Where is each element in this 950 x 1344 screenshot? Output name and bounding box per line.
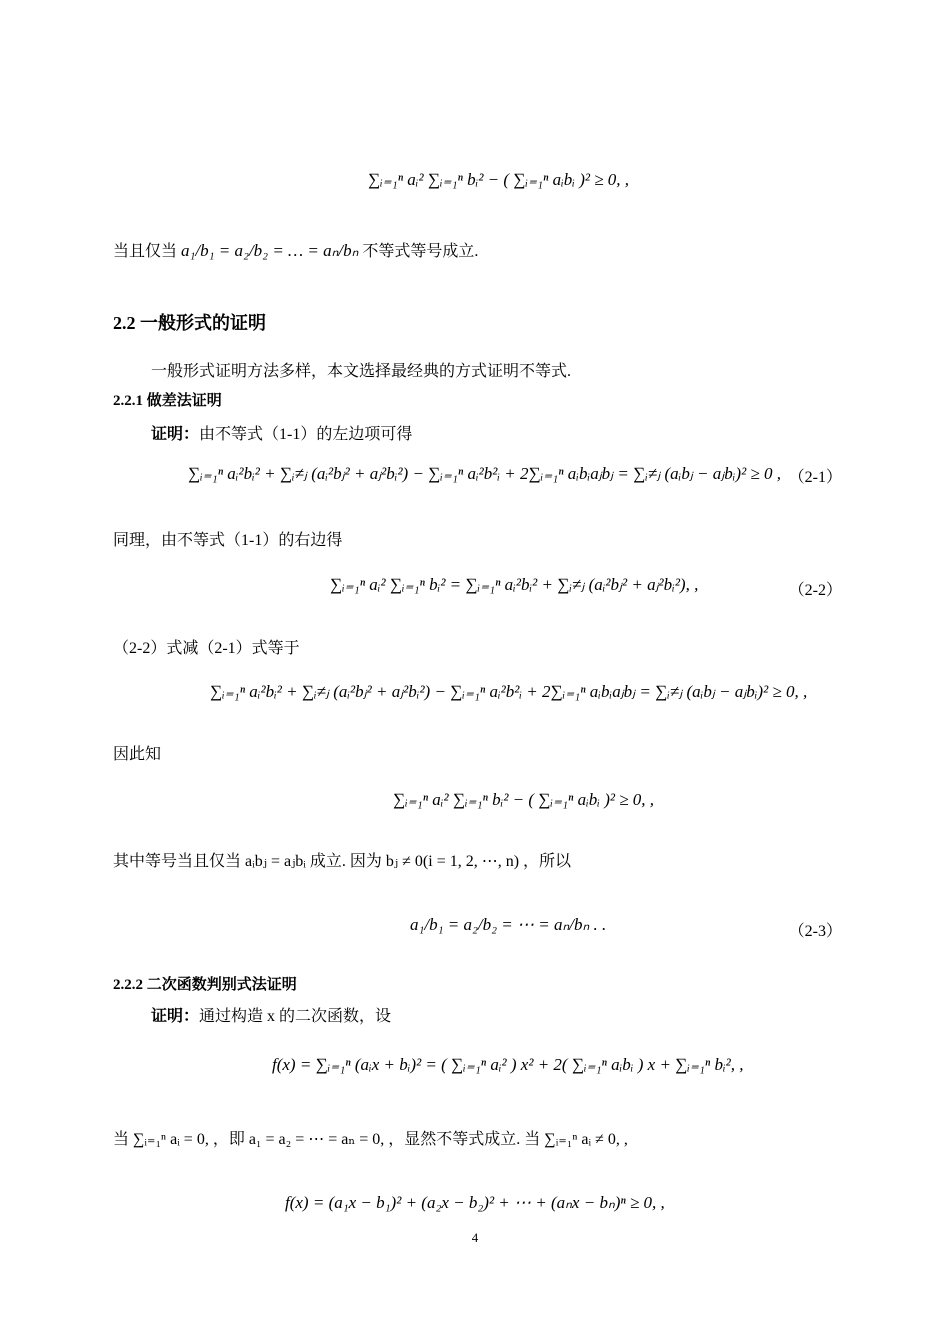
equation-number-2-1: （2-1）: [788, 469, 842, 486]
text-subtract: （2-2）式减（2-1）式等于: [113, 640, 300, 657]
condition-prefix: 当且仅当: [113, 243, 178, 260]
page-number: 4: [471, 1230, 479, 1245]
equation-f-expanded: f(x) = (a₁x − b₁)² + (a₂x − b₂)² + ⋯ + (aₙx − bₙ)ⁿ ≥ 0, ,: [285, 1193, 665, 1212]
intro-paragraph: 一般形式证明方法多样，本文选择最经典的方式证明不等式.: [151, 363, 572, 380]
text-equality: 其中等号当且仅当 aᵢbⱼ = aⱼbᵢ 成立. 因为 bⱼ ≠ 0(i = 1, 2, ⋯, n) ，所以: [113, 853, 572, 870]
section-heading-2-2-2: 2.2.2 二次函数判别式法证明: [113, 977, 297, 993]
text-therefore: 因此知: [113, 746, 162, 763]
equation-therefore: ∑ᵢ₌₁ⁿ aᵢ² ∑ᵢ₌₁ⁿ bᵢ² − ( ∑ᵢ₌₁ⁿ aᵢbᵢ )² ≥ 0, ,: [393, 790, 655, 809]
proof-2-text: 通过构造 x 的二次函数，设: [199, 1008, 392, 1025]
equation-top: ∑ᵢ₌₁ⁿ aᵢ² ∑ᵢ₌₁ⁿ bᵢ² − ( ∑ᵢ₌₁ⁿ aᵢbᵢ )² ≥ 0, ,: [368, 170, 630, 189]
condition-equation: a₁/b₁ = a₂/b₂ = … = aₙ/bₙ: [181, 241, 359, 260]
equation-2-2: ∑ᵢ₌₁ⁿ aᵢ² ∑ᵢ₌₁ⁿ bᵢ² = ∑ᵢ₌₁ⁿ aᵢ²bᵢ² + ∑ᵢ≠ⱼ (aᵢ²bⱼ² + aⱼ²bᵢ²), ,: [330, 575, 699, 594]
proof-label: 证明：: [151, 426, 200, 443]
section-heading-2-2-1: 2.2.1 做差法证明: [113, 393, 222, 409]
proof-label-2: 证明：: [151, 1008, 200, 1025]
equation-difference: ∑ᵢ₌₁ⁿ aᵢ²bᵢ² + ∑ᵢ≠ⱼ (aᵢ²bⱼ² + aⱼ²bᵢ²) − ∑ᵢ₌₁ⁿ aᵢ²b²ᵢ + 2∑ᵢ₌₁ⁿ aᵢbᵢaⱼbⱼ = ∑ᵢ≠ⱼ (aᵢbⱼ − aⱼbᵢ)² ≥ 0, ,: [210, 682, 808, 701]
text-similarly: 同理，由不等式（1-1）的右边得: [113, 532, 343, 549]
equation-f: f(x) = ∑ᵢ₌₁ⁿ (aᵢx + bᵢ)² = ( ∑ᵢ₌₁ⁿ aᵢ² ) x² + 2( ∑ᵢ₌₁ⁿ aᵢbᵢ ) x + ∑ᵢ₌₁ⁿ bᵢ², ,: [272, 1055, 744, 1074]
proof-2-line: [151, 1003, 391, 1026]
equation-2-3: a₁/b₁ = a₂/b₂ = ⋯ = aₙ/bₙ . .: [410, 915, 607, 934]
section-heading-2-2: 2.2 一般形式的证明: [113, 313, 266, 333]
condition-suffix: 不等式等号成立.: [362, 243, 479, 260]
equation-2-1: ∑ᵢ₌₁ⁿ aᵢ²bᵢ² + ∑ᵢ≠ⱼ (aᵢ²bⱼ² + aⱼ²bᵢ²) − ∑ᵢ₌₁ⁿ aᵢ²b²ᵢ + 2∑ᵢ₌₁ⁿ aᵢbᵢaⱼbⱼ = ∑ᵢ≠ⱼ (aᵢbⱼ − aⱼbᵢ)² ≥ 0 ,: [188, 464, 782, 483]
text-case: 当 ∑ᵢ₌₁ⁿ aᵢ = 0, ，即 a₁ = a₂ = ⋯ = aₙ = 0, ，显然不等式成立. 当 ∑ᵢ₌₁ⁿ aᵢ ≠ 0, ,: [113, 1131, 628, 1148]
equality-condition: [113, 238, 478, 261]
proof-1-line: [151, 421, 412, 444]
proof-1-text: 由不等式（1-1）的左边项可得: [199, 426, 413, 443]
equation-number-2-3: （2-3）: [788, 923, 842, 940]
equation-number-2-2: （2-2）: [788, 582, 842, 599]
